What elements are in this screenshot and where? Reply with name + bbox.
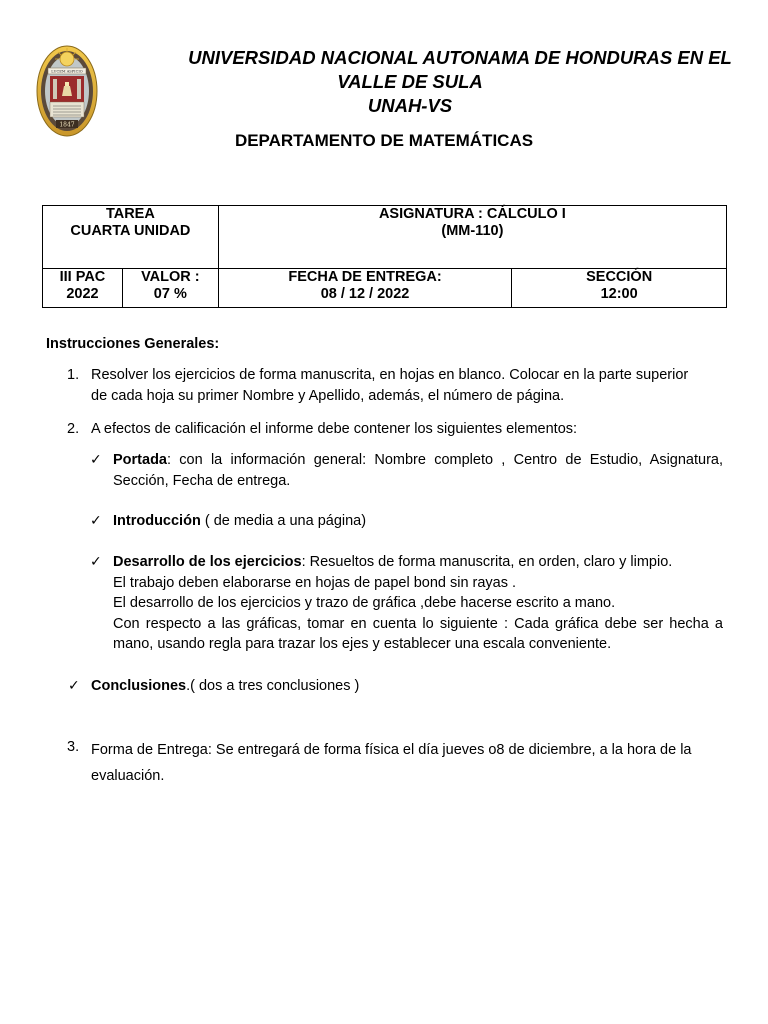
desarrollo-line2: El trabajo deben elaborarse en hojas de papel bond sin rayas . xyxy=(113,574,517,591)
desarrollo-line3: El desarrollo de los ejercicios y trazo de gráfica ,debe hacerse escrito a mano. xyxy=(113,595,616,611)
item1-line2: de cada hoja su primer Nombre y Apellido, además, el número de página. xyxy=(91,387,565,404)
valor-label: VALOR : xyxy=(141,269,200,285)
tarea-label: TAREA xyxy=(105,206,155,222)
seccion-value: 12:00 xyxy=(600,286,638,302)
desarrollo-line4: Con respecto a las gráficas, tomar en cuenta lo siguiente : Cada gráfica debe ser hecha a mano, usando regla para trazar los ejes y establecer una escala conveniente. xyxy=(113,615,723,652)
introduccion-item xyxy=(113,511,723,532)
asignatura-code: (MM-110) xyxy=(441,223,504,239)
item2-text: A efectos de calificación el informe debe contener los siguientes elementos: xyxy=(91,421,578,437)
fecha-label: FECHA DE ENTREGA: xyxy=(288,269,442,285)
item1-text xyxy=(91,365,731,406)
department-title: DEPARTAMENTO DE MATEMÁTICAS xyxy=(234,131,534,150)
svg-text:LUCEM ASPICIO: LUCEM ASPICIO xyxy=(51,69,83,74)
portada-item xyxy=(113,450,723,491)
item1-line1: Resolver los ejercicios de forma manuscrita, en hojas en blanco. Colocar en la parte superior xyxy=(91,367,689,383)
pac-cell xyxy=(43,269,123,308)
table-row xyxy=(43,206,727,269)
checkmark-icon: ✓ xyxy=(90,553,102,569)
conclusiones-label: Conclusiones xyxy=(91,678,187,694)
item3-text xyxy=(91,737,731,789)
tarea-cell xyxy=(43,206,219,269)
university-name-line1: UNIVERSIDAD NACIONAL AUTONAMA DE HONDURAS EN EL xyxy=(188,47,732,68)
table-row xyxy=(43,269,727,308)
portada-text: : con la información general: Nombre completo , Centro de Estudio, Asignatura, Sección, Fecha de entrega. xyxy=(113,452,723,489)
pac-year: 2022 xyxy=(66,286,99,302)
university-abbreviation: UNAH-VS xyxy=(367,95,453,116)
item1-number: 1. xyxy=(67,367,80,383)
item3-line2: evaluación. xyxy=(91,768,165,784)
pac-label: III PAC xyxy=(59,269,106,285)
fecha-value: 08 / 12 / 2022 xyxy=(320,286,410,302)
item2-number: 2. xyxy=(67,421,80,437)
checkmark-icon: ✓ xyxy=(90,512,102,528)
instructions-title: Instrucciones Generales: xyxy=(46,336,220,352)
seccion-cell xyxy=(512,269,727,308)
fecha-cell xyxy=(218,269,512,308)
portada-label: Portada xyxy=(113,452,167,468)
desarrollo-line1: Desarrollo de los ejercicios: Resueltos de forma manuscrita, en orden, claro y limpio. xyxy=(113,554,673,570)
unidad-label: CUARTA UNIDAD xyxy=(70,223,191,239)
introduccion-text: ( de media a una página) xyxy=(200,513,367,529)
checkmark-icon: ✓ xyxy=(68,677,80,693)
asignatura-cell xyxy=(218,206,726,269)
desarrollo-label: Desarrollo de los ejercicios xyxy=(113,554,302,570)
valor-value: 07 % xyxy=(153,286,187,302)
seccion-label: SECCIÓN xyxy=(586,269,653,285)
conclusiones-item xyxy=(91,676,711,697)
header-title-block xyxy=(140,46,768,118)
valor-cell xyxy=(122,269,218,308)
asignatura-label: ASIGNATURA : CÁLCULO I xyxy=(378,206,566,222)
svg-text:1847: 1847 xyxy=(59,121,75,129)
university-name-line2: VALLE DE SULA xyxy=(337,71,483,92)
desarrollo-item xyxy=(113,552,723,655)
checkmark-icon: ✓ xyxy=(90,451,102,467)
item3-line1: Forma de Entrega: Se entregará de forma física el día jueves o8 de diciembre, a la hora de la xyxy=(91,742,692,758)
introduccion-label: Introducción xyxy=(113,513,201,529)
assignment-info-table xyxy=(42,205,727,308)
conclusiones-text: .( dos a tres conclusiones ) xyxy=(186,678,360,694)
item3-number: 3. xyxy=(67,739,80,755)
